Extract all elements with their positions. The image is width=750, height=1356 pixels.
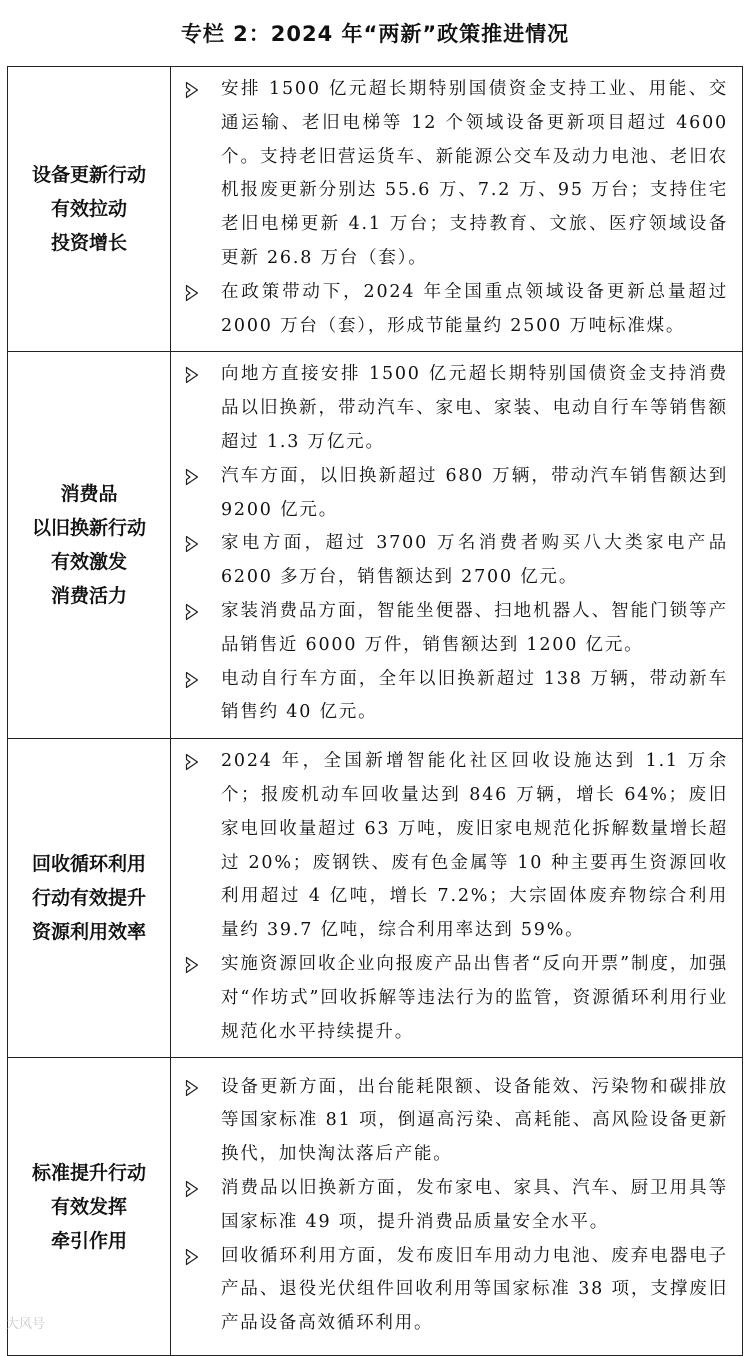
list-item-text: 回收循环利用方面，发布废旧车用动力电池、废弃电器电子产品、退役光伏组件回收利用等国家标准 38 项，支撑废旧产品设备高效循环利用。	[221, 1245, 728, 1334]
list-item-text: 设备更新方面，出台能耗限额、设备能效、污染物和碳排放等国家标准 81 项，倒逼高污染、高耗能、高风险设备更新换代，加快淘汰落后产能。	[221, 1076, 728, 1165]
row-heading-line: 有效激发	[50, 551, 127, 574]
hollow-arrow-icon	[185, 1180, 199, 1198]
list-item-text: 安排 1500 亿元超长期特别国债资金支持工业、用能、交通运输、老旧电梯等 12 个领域设备更新项目超过 4600 个。支持老旧营运货车、新能源公交车及动力电池、老旧农机报废更新分别达 55.6 万、7.2 万、95 万台；支持住宅老旧电梯更新 4.1 万台；支持教育、文旅、医疗领域设备更新 26.8 万台（套）。	[221, 79, 728, 268]
hollow-arrow-icon	[185, 603, 199, 621]
list-item	[171, 745, 728, 948]
row-heading-line: 行动有效提升	[31, 887, 146, 910]
hollow-arrow-icon	[185, 753, 199, 771]
list-item-text: 家装消费品方面，智能坐便器、扫地机器人、智能门锁等产品销售近 6000 万件，销售额达到 1200 亿元。	[221, 600, 728, 655]
hollow-arrow-icon	[185, 1248, 199, 1266]
row-heading	[8, 352, 171, 739]
row-content	[171, 67, 743, 352]
list-item-text: 在政策带动下，2024 年全国重点领域设备更新总量超过 2000 万台（套），形成节能量约 2500 万吨标准煤。	[221, 281, 728, 336]
row-content	[171, 352, 743, 739]
hollow-arrow-icon	[185, 81, 199, 99]
row-heading-line: 标准提升行动	[31, 1161, 146, 1184]
table-row	[8, 352, 743, 739]
row-content	[171, 739, 743, 1058]
page-title: 专栏 2：2024 年“两新”政策推进情况	[180, 22, 570, 46]
list-item	[171, 1071, 728, 1172]
list-item	[171, 73, 728, 276]
list-item-text: 电动自行车方面，全年以旧换新超过 138 万辆，带动新车销售约 40 亿元。	[221, 668, 728, 723]
table-row	[8, 739, 743, 1058]
list-item	[171, 1240, 728, 1341]
row-heading-line: 回收循环利用	[31, 853, 146, 876]
policy-table	[7, 66, 743, 1356]
list-item	[171, 1172, 728, 1240]
list-item	[171, 460, 728, 528]
list-item	[171, 358, 728, 459]
list-item-text: 向地方直接安排 1500 亿元超长期特别国债资金支持消费品以旧换新，带动汽车、家电、家装、电动自行车等销售额超过 1.3 万亿元。	[221, 364, 728, 452]
list-item	[171, 663, 728, 731]
hollow-arrow-icon	[185, 1079, 199, 1097]
hollow-arrow-icon	[185, 366, 199, 384]
row-heading-line: 以旧换新行动	[31, 517, 146, 540]
table-row	[8, 1058, 743, 1356]
list-item	[171, 595, 728, 663]
list-item-text: 汽车方面，以旧换新超过 680 万辆，带动汽车销售额达到 9200 亿元。	[221, 465, 728, 520]
row-heading	[8, 739, 171, 1058]
table-row	[8, 67, 743, 352]
row-heading-line: 有效发挥	[50, 1195, 127, 1218]
list-item	[171, 276, 728, 344]
row-heading-line: 设备更新行动	[31, 164, 146, 187]
row-heading-line: 有效拉动	[50, 198, 127, 221]
hollow-arrow-icon	[185, 671, 199, 689]
hollow-arrow-icon	[185, 956, 199, 974]
row-heading-line: 投资增长	[50, 232, 127, 255]
row-heading	[8, 1058, 171, 1356]
list-item-text: 家电方面，超过 3700 万名消费者购买八大类家电产品 6200 多万台，销售额达到 2700 亿元。	[221, 533, 728, 588]
list-item	[171, 948, 728, 1049]
list-item-text: 实施资源回收企业向报废产品出售者“反向开票”制度，加强对“作坊式”回收拆解等违法行为的监管，资源循环利用行业规范化水平持续提升。	[221, 953, 728, 1042]
hollow-arrow-icon	[185, 535, 199, 553]
hollow-arrow-icon	[185, 284, 199, 302]
row-heading	[8, 67, 171, 352]
list-item-text: 消费品以旧换新方面，发布家电、家具、汽车、厨卫用具等国家标准 49 项，提升消费品质量安全水平。	[221, 1178, 728, 1232]
watermark: 大风号	[6, 1317, 46, 1332]
row-heading-line: 牵引作用	[50, 1229, 127, 1252]
list-item-text: 2024 年，全国新增智能化社区回收设施达到 1.1 万余个；报废机动车回收量达到 846 万辆，增长 64%；废旧家电回收量超过 63 万吨，废旧家电规范化拆解数量增长超过 20%；废钢铁、废有色金属等 10 种主要再生资源回收利用超过 4 亿吨，增长 7.2%；大宗固体废弃物综合利用量约 39.7 亿吨，综合利用率达到 59%。	[221, 751, 728, 941]
row-heading-line: 消费活力	[50, 585, 127, 608]
hollow-arrow-icon	[185, 468, 199, 486]
list-item	[171, 527, 728, 595]
row-heading-line: 资源利用效率	[31, 921, 146, 944]
row-content	[171, 1058, 743, 1356]
row-heading-line: 消费品	[60, 483, 118, 506]
